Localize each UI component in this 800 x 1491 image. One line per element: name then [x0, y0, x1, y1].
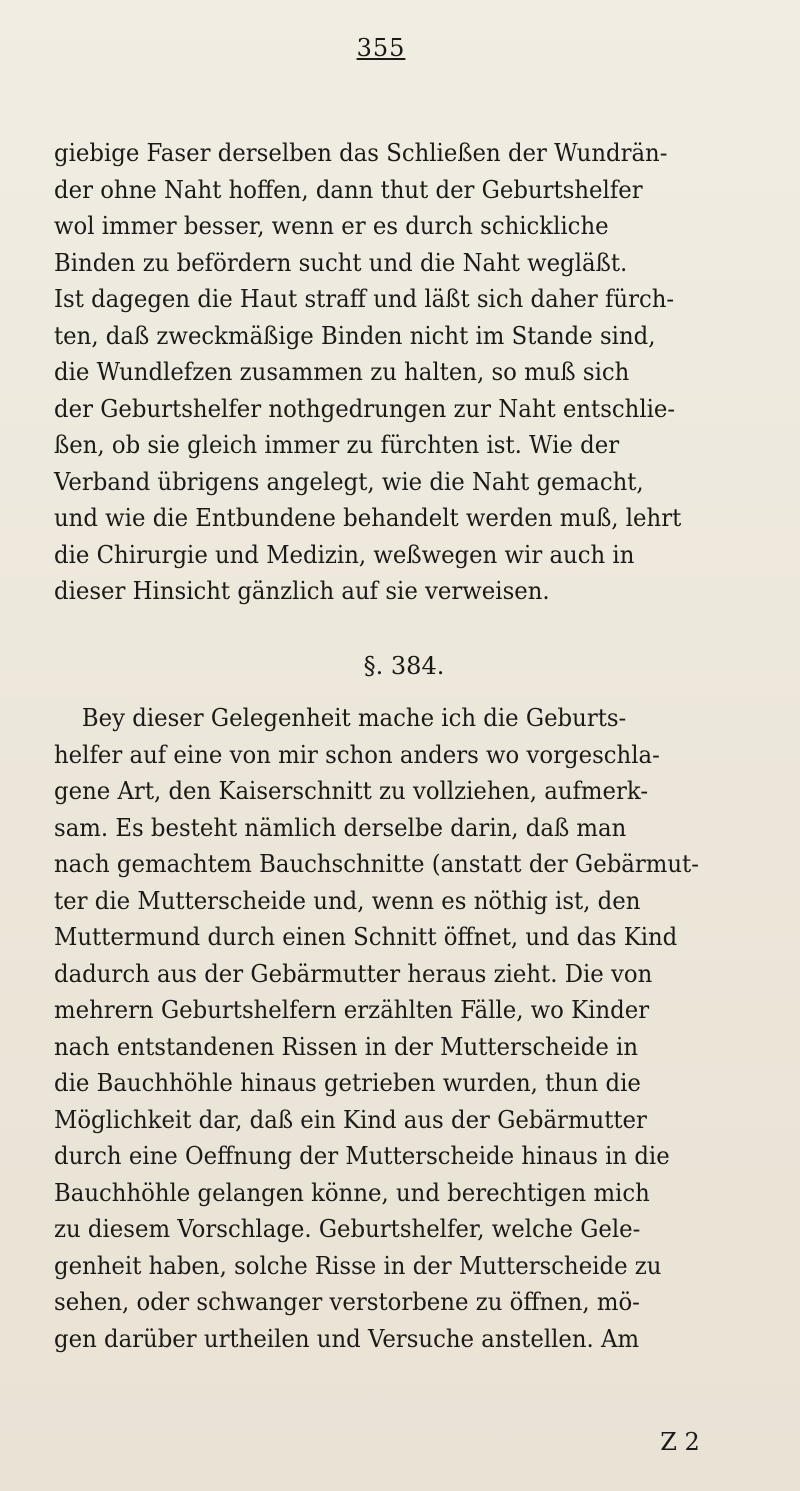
text-line: genheit haben, solche Risse in der Mutterscheide zu: [54, 1250, 662, 1280]
text-line: der ohne Naht hoffen, dann thut der Geburtshelfer: [54, 174, 643, 204]
text-line: nach gemachtem Bauchschnitte (anstatt der Gebärmut-: [54, 849, 699, 878]
page-number: 355: [356, 34, 406, 62]
text-line: Bauchhöhle gelangen könne, und berechtigen mich: [54, 1177, 650, 1207]
paragraph-caesarean-method: [54, 700, 774, 1357]
text-line: durch eine Oeffnung der Mutterscheide hinaus in die: [54, 1141, 670, 1170]
text-line: Möglichkeit dar, daß ein Kind aus der Gebärmutter: [54, 1104, 647, 1134]
text-line: und wie die Entbundene behandelt werden muß, lehrt: [54, 503, 682, 532]
text-line: zu diesem Vorschlage. Geburtshelfer, welche Gele-: [54, 1214, 641, 1243]
text-line: Muttermund durch einen Schnitt öffnet, und das Kind: [54, 922, 678, 951]
text-line: mehrern Geburtshelfern erzählten Fälle, wo Kinder: [54, 995, 650, 1024]
text-line: sam. Es besteht nämlich derselbe darin, daß man: [54, 812, 627, 842]
text-line: der Geburtshelfer nothgedrungen zur Naht entschlie-: [54, 393, 676, 423]
text-line: dadurch aus der Gebärmutter heraus zieht. Die von: [54, 958, 653, 988]
signature-mark: Z 2: [660, 1428, 700, 1456]
text-line: nach entstandenen Rissen in der Mutterscheide in: [54, 1031, 639, 1061]
text-line: Ist dagegen die Haut straff und läßt sich daher fürch-: [54, 284, 675, 313]
text-line: giebige Faser derselben das Schließen der Wundrän-: [54, 138, 668, 167]
paragraph-wound-closure: [54, 135, 774, 610]
text-line: Bey dieser Gelegenheit mache ich die Geburts-: [81, 703, 627, 732]
text-line: Verband übrigens angelegt, wie die Naht gemacht,: [54, 466, 644, 496]
text-line: die Wundlefzen zusammen zu halten, so muß sich: [54, 357, 630, 386]
text-line: sehen, oder schwanger verstorbene zu öffnen, mö-: [54, 1287, 640, 1316]
text-line: ten, daß zweckmäßige Binden nicht im Stande sind,: [54, 320, 656, 350]
text-line: helfer auf eine von mir schon anders wo vorgeschla-: [54, 739, 660, 769]
text-line: Binden zu befördern sucht und die Naht wegläßt.: [54, 247, 628, 277]
text-line: wol immer besser, wenn er es durch schickliche: [54, 211, 609, 240]
text-line: die Bauchhöhle hinaus getrieben wurden, thun die: [54, 1068, 641, 1097]
text-line: gene Art, den Kaiserschnitt zu vollziehen, aufmerk-: [54, 776, 649, 805]
text-line: ßen, ob sie gleich immer zu fürchten ist. Wie der: [54, 430, 620, 459]
section-heading: §. 384.: [363, 652, 445, 680]
text-line: ter die Mutterscheide und, wenn es nöthig ist, den: [54, 885, 641, 915]
text-line: gen darüber urtheilen und Versuche anstellen. Am: [54, 1323, 640, 1353]
text-line: die Chirurgie und Medizin, weßwegen wir auch in: [54, 539, 635, 569]
text-line: dieser Hinsicht gänzlich auf sie verweisen.: [54, 576, 550, 605]
